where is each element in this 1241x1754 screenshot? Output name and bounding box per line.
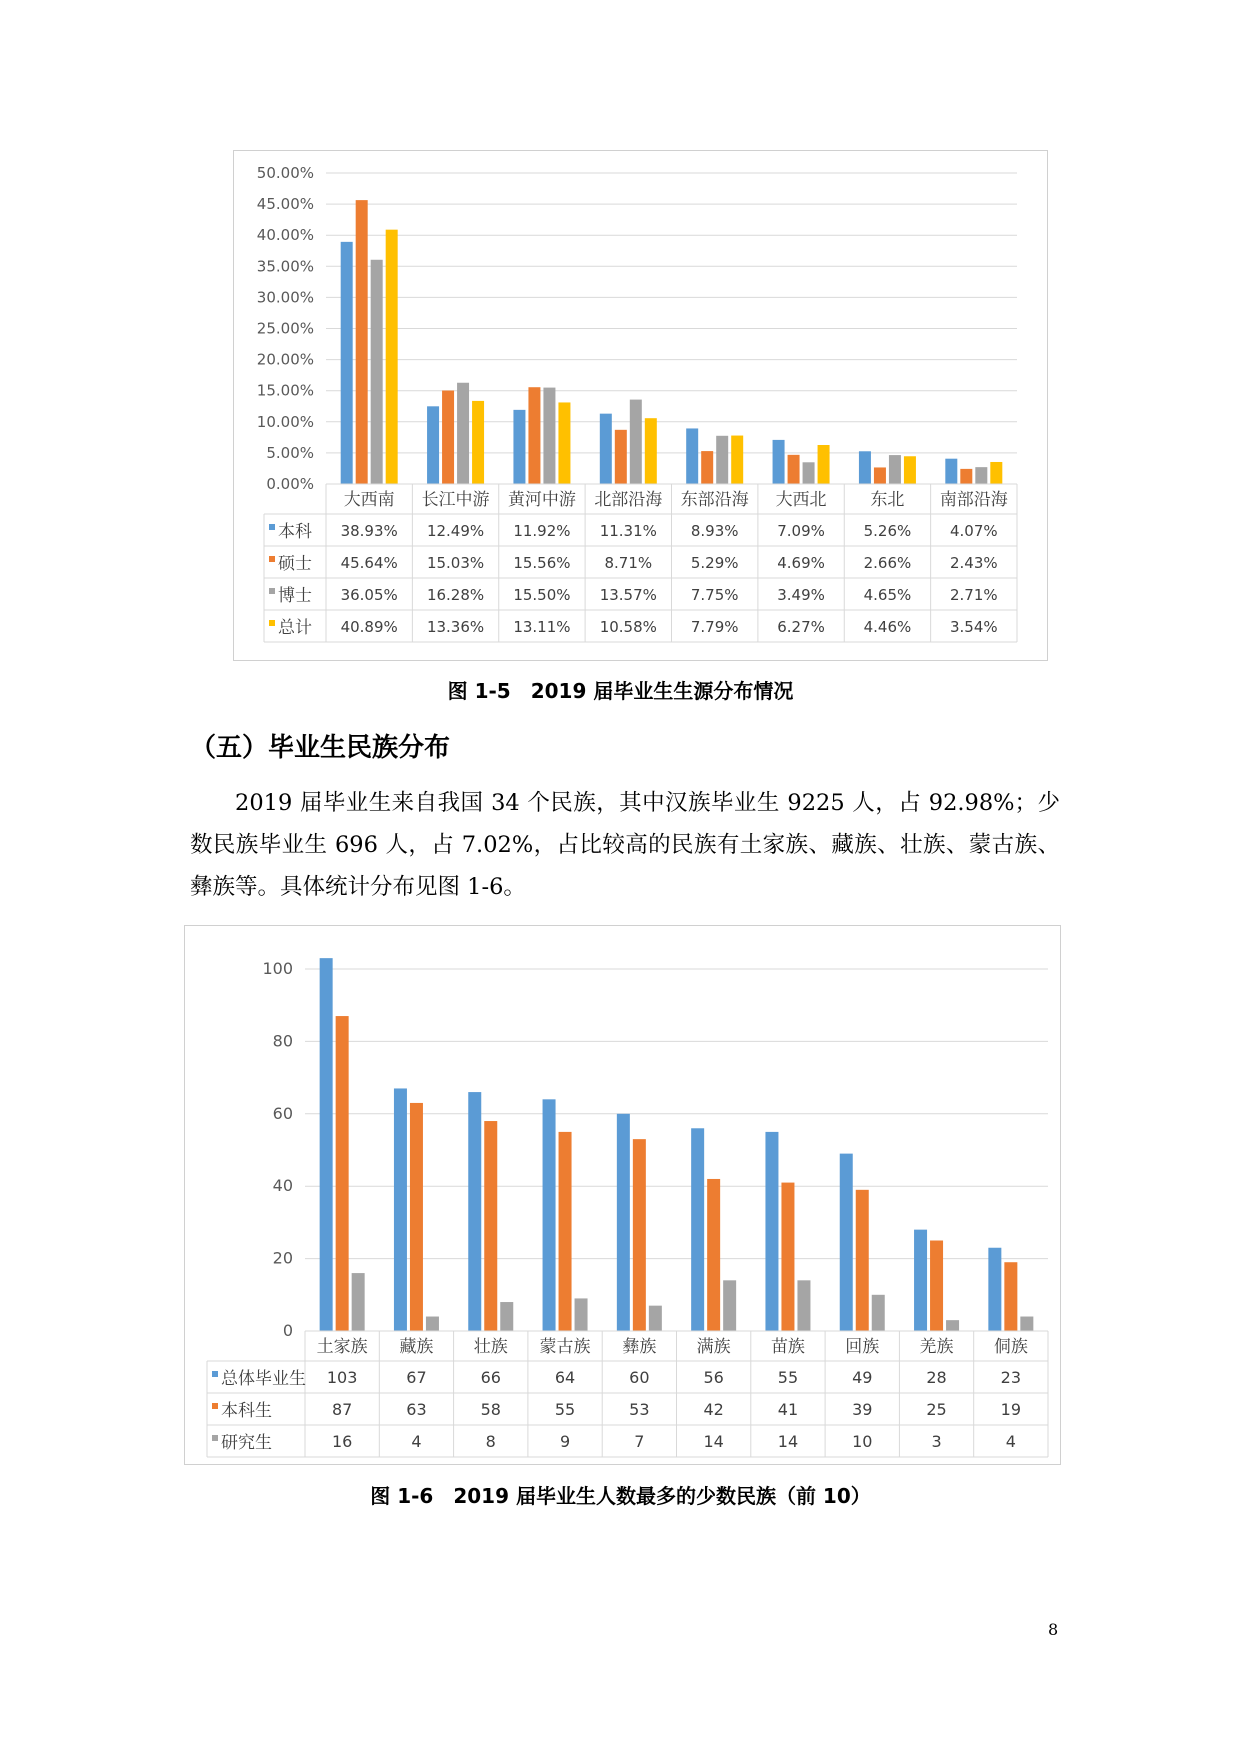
fig5-bar: [630, 400, 642, 484]
fig5-bar: [859, 451, 871, 484]
fig6-data-label: 8: [485, 1432, 496, 1451]
fig5-bar: [945, 459, 957, 484]
fig5-bar: [543, 388, 555, 484]
fig6-bar: [691, 1128, 704, 1331]
fig5-bar: [600, 414, 612, 484]
fig6-data-label: 14: [777, 1432, 799, 1451]
fig6-bar: [1020, 1317, 1033, 1331]
fig5-series-name: 硕士: [278, 554, 312, 574]
fig5-data-label: 16.28%: [426, 586, 485, 604]
fig5-data-label: 4.07%: [949, 522, 998, 540]
fig5-bar: [442, 391, 454, 484]
fig6-bar: [765, 1132, 778, 1331]
fig6-data-label: 41: [777, 1400, 799, 1419]
fig5-bar: [341, 242, 353, 484]
fig6-ytick-label: 20: [272, 1248, 293, 1268]
fig5-data-label: 13.36%: [426, 618, 485, 636]
fig6-bar: [797, 1280, 810, 1331]
fig6-ytick-label: 0: [282, 1321, 293, 1340]
fig6-bar: [914, 1230, 927, 1331]
fig6-category-label: 彝族: [622, 1337, 657, 1357]
fig5-legend-key: [269, 620, 275, 626]
fig5-bar: [615, 430, 627, 484]
fig5-bar: [701, 451, 713, 484]
section-title: （五）毕业生民族分布: [190, 733, 451, 763]
fig6-ytick-label: 40: [272, 1176, 293, 1196]
fig5-data-label: 5.26%: [863, 522, 912, 540]
fig5-bar: [716, 436, 728, 484]
fig6-bar: [575, 1298, 588, 1331]
fig6-category-label: 壮族: [473, 1337, 508, 1357]
fig6-legend-key: [212, 1435, 218, 1441]
fig6-ytick-label: 80: [272, 1031, 293, 1051]
fig5-category-label: 东部沿海: [680, 490, 749, 510]
fig6-data-label: 3: [931, 1432, 942, 1451]
fig6-data-label: 67: [406, 1368, 427, 1387]
fig5-bar: [686, 428, 698, 484]
fig5-ytick-label: 35.00%: [256, 257, 314, 276]
fig6-category-label: 苗族: [770, 1337, 805, 1357]
fig6-data-label: 58: [480, 1400, 501, 1419]
fig5-bar: [818, 445, 830, 484]
fig5-bar: [990, 462, 1002, 484]
figure-caption-1-6: 图 1-6 2019 届毕业生人数最多的少数民族（前 10）: [370, 1484, 871, 1508]
fig6-bar: [707, 1179, 720, 1331]
fig5-data-label: 6.27%: [777, 618, 825, 636]
fig5-bar: [904, 456, 916, 484]
fig5-data-label: 2.66%: [863, 554, 912, 572]
fig5-data-label: 15.50%: [513, 586, 571, 604]
fig5-data-label: 2.71%: [949, 586, 998, 604]
fig6-bar: [840, 1154, 853, 1331]
fig5-ytick-label: 25.00%: [256, 319, 314, 338]
fig5-bar: [457, 383, 469, 484]
fig5-data-label: 40.89%: [340, 618, 398, 636]
fig6-category-label: 藏族: [399, 1337, 434, 1357]
fig5-data-label: 15.56%: [513, 554, 571, 572]
fig5-data-label: 5.29%: [690, 554, 739, 572]
fig5-category-label: 大西南: [343, 490, 395, 510]
fig5-series-name: 博士: [278, 586, 312, 606]
fig5-bar: [889, 455, 901, 484]
fig5-category-label: 长江中游: [421, 490, 490, 510]
fig5-ytick-label: 5.00%: [266, 443, 314, 462]
fig6-category-label: 侗族: [993, 1337, 1028, 1357]
fig5-series-name: 本科: [278, 522, 312, 542]
fig5-data-label: 10.58%: [599, 618, 657, 636]
fig5-data-label: 11.31%: [599, 522, 657, 540]
fig6-bar: [559, 1132, 572, 1331]
chart-graduate-origin: [233, 150, 1048, 661]
fig5-bar: [558, 402, 570, 484]
fig6-bar: [781, 1183, 794, 1331]
fig5-bar: [645, 418, 657, 484]
fig5-data-label: 36.05%: [340, 586, 398, 604]
fig5-series-name: 总计: [278, 618, 312, 638]
fig6-ytick-label: 100: [262, 959, 293, 978]
fig5-bar: [472, 401, 484, 484]
fig5-data-label: 8.71%: [604, 554, 653, 572]
fig6-data-label: 25: [926, 1400, 947, 1419]
fig6-bar: [468, 1092, 481, 1331]
fig5-category-label: 东北: [870, 490, 905, 510]
fig6-data-label: 23: [1000, 1368, 1022, 1387]
fig6-data-label: 42: [703, 1400, 724, 1419]
fig5-data-label: 8.93%: [690, 522, 739, 540]
fig5-data-label: 45.64%: [340, 554, 398, 572]
fig5-category-label: 北部沿海: [594, 490, 663, 510]
fig6-data-label: 9: [559, 1432, 571, 1451]
fig6-bar: [426, 1317, 439, 1331]
fig5-category-label: 南部沿海: [939, 490, 1008, 510]
fig6-bar: [930, 1241, 943, 1332]
fig6-bar: [946, 1320, 959, 1331]
fig6-legend-key: [212, 1371, 218, 1377]
fig6-data-label: 39: [852, 1400, 873, 1419]
fig6-data-label: 4: [1005, 1432, 1016, 1451]
fig6-data-label: 55: [554, 1400, 576, 1419]
fig5-data-label: 3.54%: [949, 618, 998, 636]
fig5-data-label: 7.79%: [690, 618, 739, 636]
fig6-data-label: 55: [777, 1368, 799, 1387]
fig6-category-label: 回族: [845, 1337, 880, 1357]
fig5-bar: [528, 387, 540, 484]
fig5-data-label: 4.65%: [863, 586, 912, 604]
fig5-ytick-label: 15.00%: [256, 381, 314, 400]
fig6-data-label: 56: [703, 1368, 724, 1387]
fig5-ytick-label: 50.00%: [256, 164, 314, 182]
fig6-bar: [352, 1273, 365, 1331]
fig5-category-label: 大西北: [775, 490, 827, 510]
fig5-ytick-label: 40.00%: [256, 226, 314, 245]
fig5-bar: [874, 467, 886, 484]
fig5-data-label: 4.46%: [863, 618, 912, 636]
chart-ethnic-minorities-svg: [185, 926, 1062, 1466]
fig6-bar: [988, 1248, 1001, 1331]
fig6-bar: [633, 1139, 646, 1331]
fig5-bar: [371, 260, 383, 484]
fig6-data-label: 4: [411, 1432, 422, 1451]
fig6-bar: [543, 1099, 556, 1331]
fig5-data-label: 38.93%: [340, 522, 398, 540]
fig6-category-label: 羌族: [919, 1337, 954, 1357]
fig5-ytick-label: 10.00%: [256, 412, 314, 431]
fig5-bar: [386, 230, 398, 484]
fig6-bar: [500, 1302, 513, 1331]
fig5-bar: [788, 455, 800, 484]
fig6-data-label: 49: [852, 1368, 873, 1387]
fig5-data-label: 15.03%: [426, 554, 485, 572]
fig5-bar: [731, 436, 743, 484]
fig6-data-label: 60: [629, 1368, 650, 1387]
fig5-bar: [356, 200, 368, 484]
fig6-bar: [320, 958, 333, 1331]
fig6-data-label: 53: [629, 1400, 650, 1419]
fig6-data-label: 19: [1000, 1400, 1022, 1419]
fig6-category-label: 土家族: [316, 1337, 368, 1357]
fig6-data-label: 10: [852, 1432, 873, 1451]
fig5-category-label: 黄河中游: [507, 490, 576, 510]
fig5-data-label: 13.57%: [599, 586, 657, 604]
fig6-bar: [484, 1121, 497, 1331]
fig5-data-label: 11.92%: [513, 522, 571, 540]
fig5-data-label: 4.69%: [777, 554, 825, 572]
fig6-category-label: 满族: [696, 1337, 731, 1357]
fig5-data-label: 3.49%: [777, 586, 825, 604]
fig5-legend-key: [269, 556, 275, 562]
fig5-data-label: 7.75%: [690, 586, 739, 604]
fig5-ytick-label: 30.00%: [256, 288, 314, 307]
chart-graduate-origin-svg: [234, 151, 1049, 662]
page-number: 8: [1048, 1620, 1059, 1639]
fig5-bar: [427, 406, 439, 484]
body-paragraph: 2019 届毕业生来自我国 34 个民族，其中汉族毕业生 9225 人，占 92.98%；少数民族毕业生 696 人，占 7.02%，占比较高的民族有土家族、藏族、壮族、蒙古族、彝族等。具体统计分布见图 1-6。: [190, 790, 1060, 900]
fig5-ytick-label: 20.00%: [256, 350, 314, 369]
fig6-bar: [723, 1280, 736, 1331]
fig6-data-label: 16: [331, 1432, 353, 1451]
fig5-legend-key: [269, 524, 275, 530]
fig6-data-label: 14: [703, 1432, 724, 1451]
fig5-bar: [773, 440, 785, 484]
fig5-data-label: 7.09%: [777, 522, 825, 540]
fig6-bar: [336, 1016, 349, 1331]
chart-ethnic-minorities: [184, 925, 1061, 1465]
fig6-bar: [872, 1295, 885, 1331]
fig6-bar: [394, 1088, 407, 1331]
fig5-legend-key: [269, 588, 275, 594]
fig6-series-name: 研究生: [221, 1433, 272, 1453]
fig5-ytick-label: 45.00%: [256, 195, 314, 214]
fig5-bar: [803, 462, 815, 484]
fig5-bar: [513, 410, 525, 484]
fig5-data-label: 2.43%: [949, 554, 998, 572]
fig5-data-label: 12.49%: [426, 522, 485, 540]
fig6-ytick-label: 60: [272, 1103, 293, 1123]
fig5-bar: [960, 469, 972, 484]
fig6-bar: [617, 1114, 630, 1331]
fig5-data-label: 13.11%: [513, 618, 571, 636]
fig6-bar: [649, 1306, 662, 1331]
fig6-series-name: 本科生: [221, 1401, 272, 1421]
fig6-category-label: 蒙古族: [539, 1337, 591, 1357]
fig6-data-label: 28: [926, 1368, 947, 1387]
fig6-data-label: 7: [634, 1432, 645, 1451]
fig6-data-label: 66: [480, 1368, 501, 1387]
fig5-ytick-label: 0.00%: [266, 475, 314, 493]
fig6-bar: [410, 1103, 423, 1331]
fig6-data-label: 87: [331, 1400, 353, 1419]
fig6-bar: [1004, 1262, 1017, 1331]
figure-caption-1-5: 图 1-5 2019 届毕业生生源分布情况: [447, 679, 794, 703]
fig6-data-label: 103: [326, 1368, 358, 1387]
fig6-legend-key: [212, 1403, 218, 1409]
fig6-series-name: 总体毕业生: [221, 1369, 306, 1389]
fig6-data-label: 63: [406, 1400, 427, 1419]
fig5-bar: [975, 467, 987, 484]
fig6-data-label: 64: [554, 1368, 576, 1387]
fig6-bar: [856, 1190, 869, 1331]
